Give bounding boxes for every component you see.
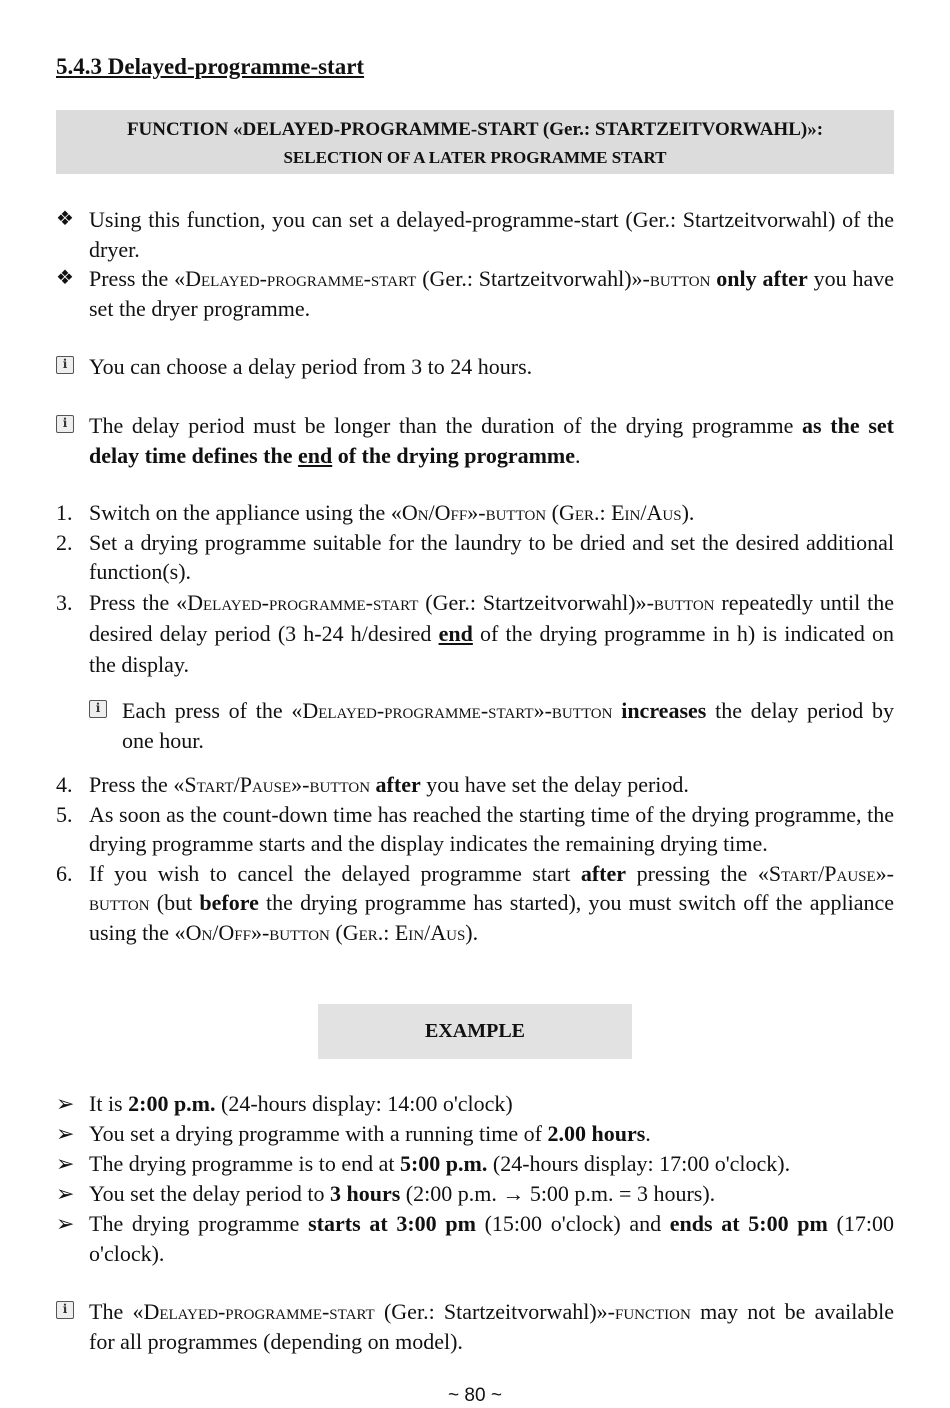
arrow-bullet-icon: ➢ [56,1151,75,1176]
intro-bullet-text: Using this function, you can set a delayed-programme-start (Ger.: Startzeitvorwahl) of the dryer. [89,207,894,262]
step-6: 6. If you wish to cancel the delayed programme start after pressing the «Start/Pause»-button (but before the drying programme has started), you must switch off the appliance using the «On/Off»-button (Ger.: Ein/Aus). [56,860,894,945]
intro-bullet-2: ❖ Press the «Delayed-programme-start (Ger.: Startzeitvorwahl)»-button only after you have set the dryer programme. [56,266,895,321]
function-header-line2: SELECTION OF A LATER PROGRAMME START [283,148,667,167]
step-5: 5. As soon as the count-down time has reached the starting time of the drying programme, the drying programme starts and the display indicates the remaining drying time. [56,801,894,856]
page-number: ~ 80 ~ [448,1385,502,1406]
info-icon: i [56,1301,74,1319]
intro-bullet-1 [56,205,894,264]
arrow-bullet-icon: ➢ [56,1121,75,1146]
example-item-3: ➢ The drying programme is to end at 5:00 p.m. (24-hours display: 17:00 o'clock). [56,1149,894,1179]
example-item-4: ➢ You set the delay period to 3 hours (2:00 p.m. → 5:00 p.m. = 3 hours). [56,1179,894,1209]
step-3: 3. Press the «Delayed-programme-start (Ger.: Startzeitvorwahl)»-button repeatedly until the desired delay period (3 h-24 h/desired end of the drying programme in h) is indicated on the display. [56,589,895,677]
steps-list-continued [56,770,894,947]
step-1: 1. Switch on the appliance using the «On/Off»-button (Ger.: Ein/Aus). [56,500,695,525]
arrow-bullet-icon: ➢ [56,1181,75,1206]
diamond-bullet-icon: ❖ [56,267,74,289]
example-item-1: ➢ It is 2:00 p.m. (24-hours display: 14:00 o'clock) [56,1089,894,1119]
step-4: 4. Press the «Start/Pause»-button after you have set the delay period. [56,772,689,797]
info-icon: i [56,415,74,433]
info-icon: i [56,356,74,374]
steps-list [56,498,894,680]
info-note-2: i The delay period must be longer than the duration of the drying programme as the set delay time defines the end of the drying programme. [56,411,894,470]
arrow-bullet-icon: ➢ [56,1091,75,1116]
function-header-box [56,110,894,174]
example-header-box: EXAMPLE [318,1004,632,1059]
step-2: 2. Set a drying programme suitable for the laundry to be dried and set the desired additional function(s). [56,529,894,584]
example-item-5: ➢ The drying programme starts at 3:00 pm (15:00 o'clock) and ends at 5:00 pm (17:00 o'clock). [56,1211,894,1266]
button-name: Delayed-programme-start [185,266,417,291]
intro-bullets [56,205,894,323]
step-3-note: i Each press of the «Delayed-programme-start»-button increases the delay period by one hour. [56,696,894,755]
function-header-line1: FUNCTION «DELAYED-PROGRAMME-START (Ger.: STARTZEITVORWAHL)»: [126,119,824,140]
final-info-note: i The «Delayed-programme-start (Ger.: Startzeitvorwahl)»-function may not be available for all programmes (depending on model). [56,1297,894,1356]
info-icon: i [89,700,107,718]
example-item-2: ➢ You set a drying programme with a running time of 2.00 hours. [56,1119,894,1149]
diamond-bullet-icon: ❖ [56,208,74,230]
arrow-bullet-icon: ➢ [56,1211,75,1236]
info-note-1: i You can choose a delay period from 3 to 24 hours. [56,352,894,382]
section-title: 5.4.3 Delayed-programme-start [56,54,365,79]
example-list [56,1089,894,1269]
